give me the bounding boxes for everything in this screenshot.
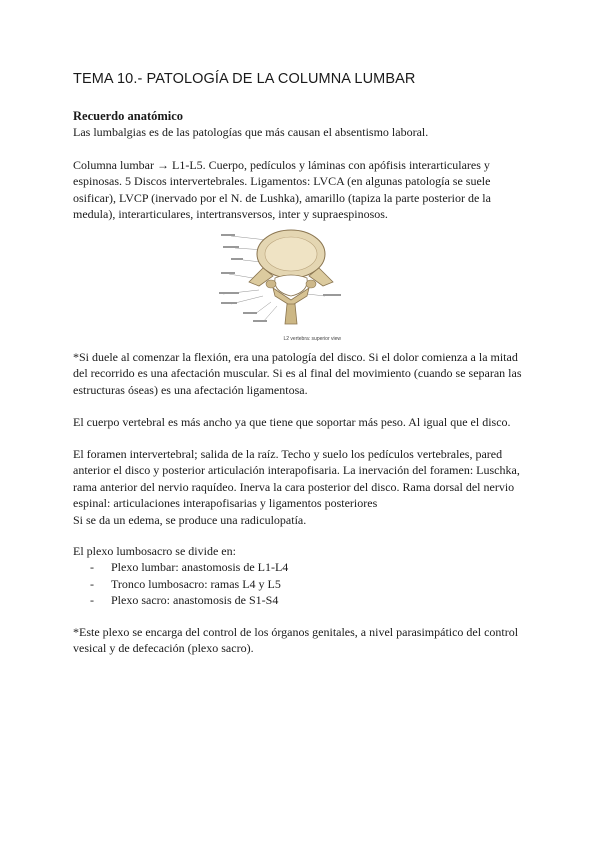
paragraph-absentismo: Las lumbalgias es de las patologías que más causan el absentismo laboral. [73, 125, 429, 140]
paragraph-text: El cuerpo vertebral es más ancho ya que tiene que soportar más peso. Al igual que el disco. [73, 415, 511, 429]
paragraph-text: Columna lumbar → L1-L5. Cuerpo, pedículos y láminas con apófisis interarticulares y espinosas. 5 Discos intervertebrales. Ligamentos: LVCA (en algunas patología se suele osificar), LVCP (inervado por el N. de Lushka), amarillo (tapiza la parte posterior de la medula), interarticulares, intertransversos, inter y supraespinosos. [73, 158, 491, 222]
paragraph-dolor-flexion [73, 349, 528, 398]
paragraph-text: *Si duele al comenzar la flexión, era una patología del disco. Si el dolor comienza a la mitad del recorrido es una afectación muscular. Si es al final del movimiento (cuando se separan las estructuras óseas) es una afectación ligamentosa. [73, 350, 522, 397]
paragraph-columna-lumbar [73, 157, 528, 223]
paragraph-edema: Si se da un edema, se produce una radiculopatía. [73, 512, 307, 527]
list-item: - Plexo sacro: anastomosis de S1-S4 [73, 592, 528, 608]
vertebra-illustration [219, 226, 343, 344]
plexus-intro: El plexo lumbosacro se divide en: [73, 544, 236, 558]
plexus-list [73, 559, 528, 608]
section-heading: Recuerdo anatómico [73, 109, 184, 123]
paragraph-text: El foramen intervertebral; salida de la raíz. Techo y suelo los pedículos vertebrales, pared anterior el disco y posterior articulación interapofisaria. La inervación del foramen: Luschka, rama anterior del nervio raquídeo. Inerva la cara posterior del disco. Rama dorsal del nervio espinal: articulaciones interapofisarias y ligamentos posteriores [73, 447, 520, 511]
list-item: - Tronco lumbosacro: ramas L4 y L5 [73, 576, 528, 592]
paragraph-text: *Este plexo se encarga del control de los órganos genitales, a nivel parasimpático del control vesical y de defecación (plexo sacro). [73, 625, 519, 656]
intro-section [73, 108, 528, 141]
plexus-section [73, 543, 528, 609]
page-title: TEMA 10.- PATOLOGÍA DE LA COLUMNA LUMBAR [73, 71, 416, 87]
vertebra-drawing [219, 226, 343, 344]
paragraph-foramen [73, 446, 528, 528]
paragraph-plexo-control [73, 624, 528, 657]
paragraph-cuerpo-vertebral [73, 414, 528, 430]
figure-caption: L2 vertebra: superior view [283, 336, 341, 342]
list-item: - Plexo lumbar: anastomosis de L1-L4 [73, 559, 528, 575]
